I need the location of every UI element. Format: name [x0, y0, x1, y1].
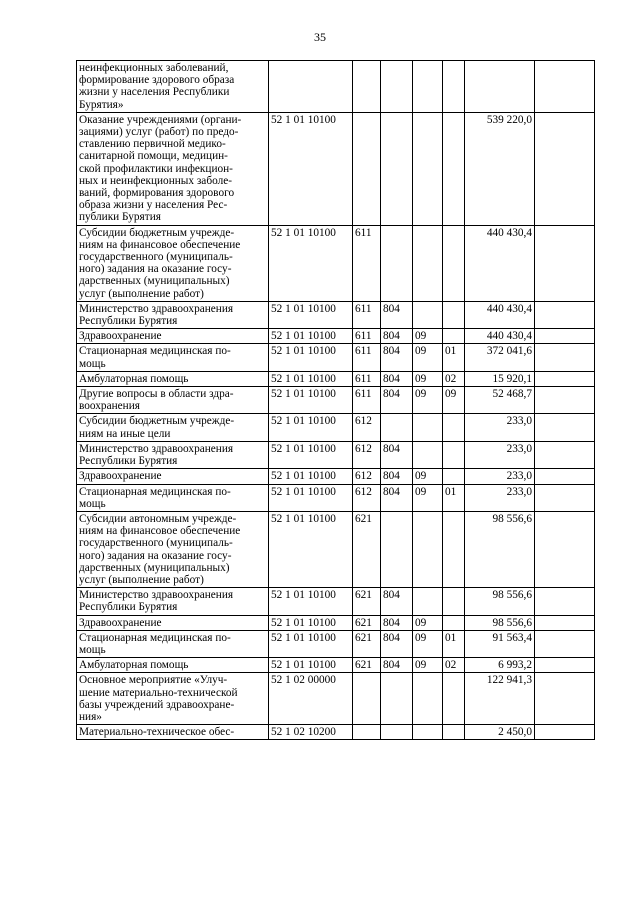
- section-code: [413, 673, 443, 725]
- amount: 98 556,6: [465, 588, 535, 615]
- row-name: Амбулаторная помощь: [77, 658, 269, 673]
- table-row: [77, 414, 595, 441]
- ministry-code: [381, 61, 413, 113]
- ministry-code: 804: [381, 329, 413, 344]
- page-number: 35: [314, 30, 326, 44]
- extra-cell: [535, 630, 595, 657]
- row-name: неинфекционных заболеваний, формирование здорового образа жизни у населения Республики Бурятия»: [77, 61, 269, 113]
- section-code: [413, 441, 443, 468]
- target-code: 52 1 01 10100: [269, 630, 353, 657]
- subsection-code: [443, 511, 465, 587]
- row-name: Субсидии бюджетным учрежде- ниям на финансовое обеспечение государственного (муниципаль- ного) задания на оказание госу- дарственных (муниципальных) услуг (выполнение работ): [77, 225, 269, 301]
- row-name: Амбулаторная помощь: [77, 371, 269, 386]
- target-code: 52 1 01 10100: [269, 371, 353, 386]
- row-name: Здравоохранение: [77, 469, 269, 484]
- table-row: [77, 511, 595, 587]
- subsection-code: [443, 225, 465, 301]
- row-name: Субсидии автономным учрежде- ниям на финансовое обеспечение государственного (муниципаль- ного) задания на оказание госу- дарственных (муниципальных) услуг (выполнение работ): [77, 511, 269, 587]
- expense-type: 611: [353, 225, 381, 301]
- subsection-code: 01: [443, 344, 465, 371]
- ministry-code: 804: [381, 484, 413, 511]
- amount: 6 993,2: [465, 658, 535, 673]
- section-code: [413, 588, 443, 615]
- table-body: [77, 61, 595, 740]
- section-code: 09: [413, 469, 443, 484]
- row-name: Министерство здравоохранения Республики Бурятия: [77, 588, 269, 615]
- row-name: Субсидии бюджетным учрежде- ниям на иные цели: [77, 414, 269, 441]
- row-name: Основное мероприятие «Улуч- шение материально-технической базы учреждений здравоохране- ния»: [77, 673, 269, 725]
- section-code: [413, 225, 443, 301]
- target-code: 52 1 01 10100: [269, 469, 353, 484]
- amount: 2 450,0: [465, 725, 535, 740]
- amount: 233,0: [465, 414, 535, 441]
- extra-cell: [535, 673, 595, 725]
- section-code: [413, 112, 443, 225]
- target-code: 52 1 01 10100: [269, 588, 353, 615]
- extra-cell: [535, 371, 595, 386]
- expense-type: [353, 112, 381, 225]
- subsection-code: [443, 588, 465, 615]
- target-code: 52 1 01 10100: [269, 441, 353, 468]
- target-code: 52 1 01 10100: [269, 511, 353, 587]
- extra-cell: [535, 225, 595, 301]
- table-row: [77, 371, 595, 386]
- extra-cell: [535, 414, 595, 441]
- subsection-code: 01: [443, 484, 465, 511]
- row-name: Стационарная медицинская по- мощь: [77, 630, 269, 657]
- expense-type: [353, 725, 381, 740]
- subsection-code: 02: [443, 371, 465, 386]
- extra-cell: [535, 484, 595, 511]
- expense-type: 612: [353, 469, 381, 484]
- table-row: [77, 61, 595, 113]
- target-code: 52 1 01 10100: [269, 301, 353, 328]
- extra-cell: [535, 615, 595, 630]
- table-row: [77, 484, 595, 511]
- row-name: Другие вопросы в области здра- воохранения: [77, 387, 269, 414]
- amount: 539 220,0: [465, 112, 535, 225]
- table-row: [77, 469, 595, 484]
- expense-type: 621: [353, 511, 381, 587]
- section-code: 09: [413, 329, 443, 344]
- row-name: Стационарная медицинская по- мощь: [77, 344, 269, 371]
- table-row: [77, 725, 595, 740]
- table-row: [77, 441, 595, 468]
- target-code: 52 1 01 10100: [269, 658, 353, 673]
- extra-cell: [535, 344, 595, 371]
- amount: 98 556,6: [465, 511, 535, 587]
- extra-cell: [535, 469, 595, 484]
- extra-cell: [535, 112, 595, 225]
- table-row: [77, 673, 595, 725]
- subsection-code: [443, 441, 465, 468]
- target-code: 52 1 01 10100: [269, 484, 353, 511]
- row-name: Здравоохранение: [77, 329, 269, 344]
- section-code: 09: [413, 484, 443, 511]
- table-row: [77, 387, 595, 414]
- subsection-code: 02: [443, 658, 465, 673]
- extra-cell: [535, 301, 595, 328]
- subsection-code: 01: [443, 630, 465, 657]
- expense-type: 612: [353, 441, 381, 468]
- extra-cell: [535, 387, 595, 414]
- table-row: [77, 615, 595, 630]
- target-code: [269, 61, 353, 113]
- section-code: [413, 61, 443, 113]
- extra-cell: [535, 658, 595, 673]
- ministry-code: 804: [381, 588, 413, 615]
- expense-type: 621: [353, 658, 381, 673]
- ministry-code: 804: [381, 441, 413, 468]
- expense-type: 621: [353, 588, 381, 615]
- expense-type: [353, 61, 381, 113]
- target-code: 52 1 01 10100: [269, 387, 353, 414]
- table-row: [77, 658, 595, 673]
- row-name: Оказание учреждениями (органи- зациями) услуг (работ) по предо- ставлению первичной медико- санитарной помощи, медицин- ской профилактики инфекцион- ных и неинфекционных заболе- ваний, формирования здорового образа жизни у населения Рес- публики Бурятия: [77, 112, 269, 225]
- subsection-code: [443, 414, 465, 441]
- table-row: [77, 329, 595, 344]
- amount: 440 430,4: [465, 329, 535, 344]
- subsection-code: [443, 61, 465, 113]
- expense-type: 612: [353, 484, 381, 511]
- row-name: Министерство здравоохранения Республики Бурятия: [77, 441, 269, 468]
- amount: 15 920,1: [465, 371, 535, 386]
- amount: 98 556,6: [465, 615, 535, 630]
- extra-cell: [535, 725, 595, 740]
- subsection-code: [443, 329, 465, 344]
- amount: [465, 61, 535, 113]
- amount: 233,0: [465, 469, 535, 484]
- amount: 372 041,6: [465, 344, 535, 371]
- section-code: 09: [413, 344, 443, 371]
- section-code: 09: [413, 615, 443, 630]
- expense-type: 612: [353, 414, 381, 441]
- subsection-code: [443, 469, 465, 484]
- amount: 91 563,4: [465, 630, 535, 657]
- table-row: [77, 588, 595, 615]
- subsection-code: [443, 615, 465, 630]
- table-row: [77, 112, 595, 225]
- subsection-code: [443, 673, 465, 725]
- expense-type: 611: [353, 344, 381, 371]
- target-code: 52 1 01 10100: [269, 112, 353, 225]
- section-code: 09: [413, 658, 443, 673]
- amount: 440 430,4: [465, 225, 535, 301]
- ministry-code: 804: [381, 630, 413, 657]
- extra-cell: [535, 329, 595, 344]
- section-code: 09: [413, 630, 443, 657]
- ministry-code: 804: [381, 371, 413, 386]
- table-row: [77, 301, 595, 328]
- expense-type: 621: [353, 615, 381, 630]
- amount: 440 430,4: [465, 301, 535, 328]
- target-code: 52 1 01 10100: [269, 615, 353, 630]
- amount: 233,0: [465, 484, 535, 511]
- amount: 122 941,3: [465, 673, 535, 725]
- expense-type: [353, 673, 381, 725]
- extra-cell: [535, 441, 595, 468]
- table-row: [77, 225, 595, 301]
- expense-type: 611: [353, 301, 381, 328]
- target-code: 52 1 01 10100: [269, 225, 353, 301]
- table-row: [77, 630, 595, 657]
- ministry-code: [381, 414, 413, 441]
- target-code: 52 1 02 10200: [269, 725, 353, 740]
- table-row: [77, 344, 595, 371]
- section-code: [413, 301, 443, 328]
- target-code: 52 1 02 00000: [269, 673, 353, 725]
- subsection-code: [443, 725, 465, 740]
- row-name: Материально-техническое обес-: [77, 725, 269, 740]
- expense-type: 611: [353, 329, 381, 344]
- ministry-code: [381, 673, 413, 725]
- section-code: [413, 725, 443, 740]
- extra-cell: [535, 588, 595, 615]
- ministry-code: [381, 225, 413, 301]
- subsection-code: [443, 301, 465, 328]
- ministry-code: 804: [381, 658, 413, 673]
- expense-type: 611: [353, 387, 381, 414]
- ministry-code: 804: [381, 301, 413, 328]
- ministry-code: 804: [381, 387, 413, 414]
- ministry-code: 804: [381, 615, 413, 630]
- target-code: 52 1 01 10100: [269, 414, 353, 441]
- ministry-code: [381, 725, 413, 740]
- section-code: [413, 511, 443, 587]
- row-name: Здравоохранение: [77, 615, 269, 630]
- budget-table: [76, 60, 595, 740]
- section-code: 09: [413, 371, 443, 386]
- subsection-code: 09: [443, 387, 465, 414]
- target-code: 52 1 01 10100: [269, 329, 353, 344]
- amount: 52 468,7: [465, 387, 535, 414]
- section-code: 09: [413, 387, 443, 414]
- extra-cell: [535, 61, 595, 113]
- ministry-code: 804: [381, 344, 413, 371]
- extra-cell: [535, 511, 595, 587]
- target-code: 52 1 01 10100: [269, 344, 353, 371]
- row-name: Стационарная медицинская по- мощь: [77, 484, 269, 511]
- ministry-code: 804: [381, 469, 413, 484]
- row-name: Министерство здравоохранения Республики Бурятия: [77, 301, 269, 328]
- section-code: [413, 414, 443, 441]
- expense-type: 611: [353, 371, 381, 386]
- ministry-code: [381, 511, 413, 587]
- amount: 233,0: [465, 441, 535, 468]
- subsection-code: [443, 112, 465, 225]
- ministry-code: [381, 112, 413, 225]
- expense-type: 621: [353, 630, 381, 657]
